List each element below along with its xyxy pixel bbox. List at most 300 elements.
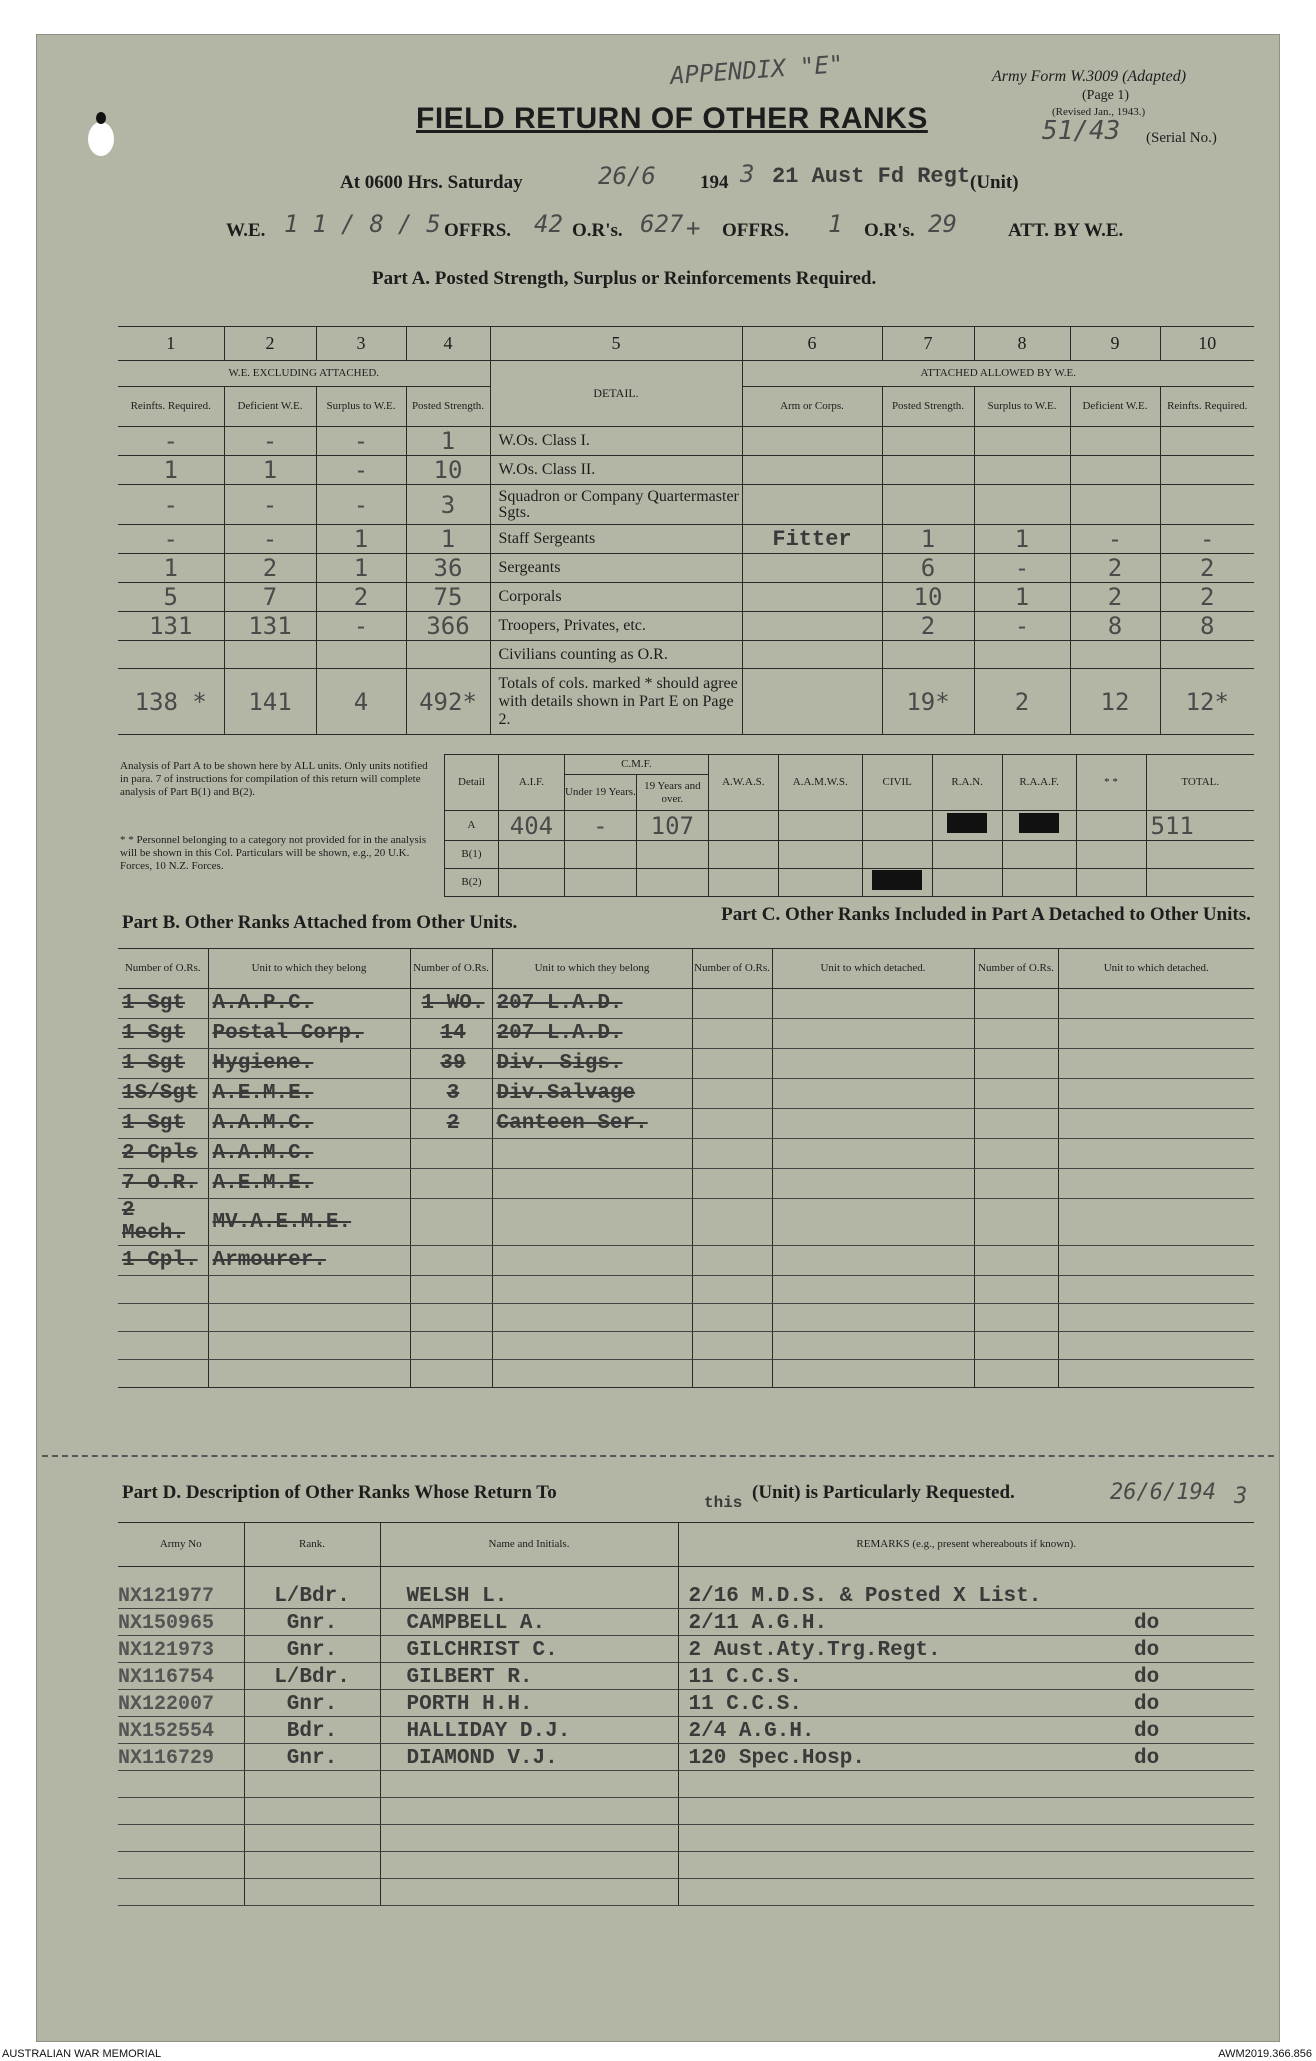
part-c-right-unit: [1058, 1360, 1254, 1388]
part-b-left-unit: [208, 1276, 410, 1304]
col-num-7: 7: [882, 327, 974, 361]
part-a-cell-arm: [742, 583, 882, 612]
part-c-left-unit: [772, 1019, 974, 1049]
part-d-rank: Gnr.: [244, 1609, 380, 1636]
part-c-left-num: [692, 1276, 772, 1304]
part-d-ditto: do: [1134, 1639, 1160, 1662]
part-d-name: GILCHRIST C.: [380, 1636, 678, 1663]
part-d-ditto: do: [1134, 1747, 1160, 1770]
part-a-cell-c4: 1: [406, 427, 490, 456]
part-d-remarks: [678, 1798, 1254, 1825]
part-d-rank: [244, 1771, 380, 1798]
appendix-note: APPENDIX "E": [669, 49, 845, 91]
part-a-cell-detail: Troopers, Privates, etc.: [490, 612, 742, 641]
part-d-army-no: NX150965: [118, 1609, 244, 1636]
part-d-rank: [244, 1879, 380, 1906]
part-a-cell-c1: -: [118, 485, 224, 525]
part-c-right-unit: [1058, 989, 1254, 1019]
part-b-row: [118, 989, 1254, 1019]
part-d-name: [380, 1798, 678, 1825]
analysis-over19-header: 19 Years and over.: [636, 775, 708, 811]
part-b-left-unit: [208, 1360, 410, 1388]
part-d-remarks: [678, 1825, 1254, 1852]
part-c-right-unit: [1058, 1019, 1254, 1049]
part-d-name: DIAMOND V.J.: [380, 1744, 678, 1771]
part-b-right-num: 14: [410, 1019, 492, 1049]
part-d-remark-text: 120 Spec.Hosp.: [688, 1747, 865, 1770]
part-b-left-unit: Armourer.: [208, 1246, 410, 1276]
part-a-cell-c2: [224, 641, 316, 669]
part-b-left-num: 2 Cpls: [118, 1139, 208, 1169]
part-c-right-num: [974, 1079, 1058, 1109]
part-d-rank: Gnr.: [244, 1744, 380, 1771]
part-b-row: [118, 1019, 1254, 1049]
part-b-c-table: [118, 948, 1254, 1388]
part-a-cell-c4: 1: [406, 525, 490, 554]
part-d-rank: [244, 1798, 380, 1825]
part-a-cell-c3: -: [316, 485, 406, 525]
part-a-row: [118, 554, 1254, 583]
we-excluding-header: W.E. EXCLUDING ATTACHED.: [118, 361, 490, 387]
part-a-cell-c3: -: [316, 427, 406, 456]
unit-label: (Unit): [970, 172, 1019, 193]
part-d-remarks: [678, 1744, 1254, 1771]
part-d-col-army-no: Army No: [118, 1523, 244, 1567]
part-a-cell-c7: 10: [882, 583, 974, 612]
part-c-left-num: [692, 1199, 772, 1246]
serial-label: (Serial No.): [1146, 130, 1217, 146]
part-d-army-no: NX122007: [118, 1690, 244, 1717]
part-d-row: [118, 1567, 1254, 1609]
punch-mark: [96, 112, 106, 124]
part-d-ditto: do: [1134, 1720, 1160, 1743]
part-a-cell-c10: 2: [1160, 583, 1254, 612]
part-a-cell-c7: [882, 641, 974, 669]
part-d-title: Part D. Description of Other Ranks Whose Return To: [122, 1482, 557, 1503]
part-c-left-unit: [772, 1246, 974, 1276]
part-b-left-unit: A.A.P.C.: [208, 989, 410, 1019]
part-d-row: [118, 1690, 1254, 1717]
part-c-right-unit: [1058, 1079, 1254, 1109]
part-a-cell-c4: 366: [406, 612, 490, 641]
part-d-name: [380, 1825, 678, 1852]
page-number: (Page 1): [1082, 88, 1130, 103]
unit-value: 21 Aust Fd Regt: [772, 164, 971, 189]
part-b-row: [118, 1332, 1254, 1360]
part-c-left-num: [692, 1139, 772, 1169]
total-c1: 138 *: [118, 669, 224, 735]
part-b-right-num: [410, 1199, 492, 1246]
total-c9: 12: [1070, 669, 1160, 735]
part-c-left-num: [692, 1019, 772, 1049]
part-d-remarks: [678, 1567, 1254, 1609]
redaction-mark: [872, 870, 922, 890]
sub-deficient-att: Deficient W.E.: [1070, 387, 1160, 427]
analysis-aamws-header: A.A.M.W.S.: [778, 755, 862, 811]
part-b-row: [118, 1049, 1254, 1079]
part-a-cell-c9: [1070, 427, 1160, 456]
analysis-row-a: A: [445, 811, 499, 841]
part-b-right-num: [410, 1246, 492, 1276]
part-d-this: this: [704, 1494, 743, 1512]
analysis-a-over19: 107: [636, 811, 708, 841]
analysis-a-aamws: [778, 811, 862, 841]
part-a-cell-c2: 2: [224, 554, 316, 583]
part-d-remarks: [678, 1690, 1254, 1717]
part-a-cell-arm: [742, 427, 882, 456]
total-c4: 492*: [406, 669, 490, 735]
part-d-col-name: Name and Initials.: [380, 1523, 678, 1567]
part-b-left-num: 1 Sgt: [118, 1109, 208, 1139]
part-d-row: [118, 1663, 1254, 1690]
part-b-row: [118, 1079, 1254, 1109]
part-b-right-num: 39: [410, 1049, 492, 1079]
part-c-right-num: [974, 989, 1058, 1019]
col-num-10: 10: [1160, 327, 1254, 361]
part-a-cell-detail: Squadron or Company Quartermaster Sgts.: [490, 485, 742, 525]
detail-header: DETAIL.: [490, 361, 742, 427]
part-b-left-unit: A.E.M.E.: [208, 1079, 410, 1109]
ors-label: O.R's.: [572, 220, 623, 241]
part-a-cell-c1: -: [118, 427, 224, 456]
part-a-cell-c9: 2: [1070, 554, 1160, 583]
part-b-left-unit: A.E.M.E.: [208, 1169, 410, 1199]
part-d-army-no: [118, 1798, 244, 1825]
part-a-cell-c9: -: [1070, 525, 1160, 554]
part-d-army-no: NX152554: [118, 1717, 244, 1744]
part-c-left-unit: [772, 1199, 974, 1246]
sub-arm-corps: Arm or Corps.: [742, 387, 882, 427]
we-value: 11/8/5: [284, 210, 455, 238]
part-b-right-num: 1 WO.: [410, 989, 492, 1019]
col-num-8: 8: [974, 327, 1070, 361]
part-c-left-unit: [772, 1360, 974, 1388]
part-c-right-unit: [1058, 1199, 1254, 1246]
analysis-note-1: Analysis of Part A to be shown here by ALL units. Only units notified in para. 7 of instructions for compilation of this return will complete analysis of Part B(1) and B(2).: [120, 760, 428, 798]
part-b-right-num: [410, 1304, 492, 1332]
col-num-5: 5: [490, 327, 742, 361]
part-a-cell-c8: 1: [974, 525, 1070, 554]
offrs2-value: 1: [828, 210, 843, 238]
part-a-cell-c2: 1: [224, 456, 316, 485]
analysis-a-awas: [708, 811, 778, 841]
year-suffix: 3: [740, 160, 755, 188]
part-d-rank: L/Bdr.: [244, 1567, 380, 1609]
part-c-left-num: [692, 1332, 772, 1360]
part-a-cell-c10: 8: [1160, 612, 1254, 641]
part-d-remarks: [678, 1663, 1254, 1690]
analysis-raaf-header: R.A.A.F.: [1002, 755, 1076, 811]
part-c-left-num: [692, 1360, 772, 1388]
totals-detail: Totals of cols. marked * should agree with details shown in Part E on Page 2.: [490, 669, 742, 735]
part-a-cell-c10: [1160, 485, 1254, 525]
analysis-a-raaf: [1002, 811, 1076, 841]
part-b-left-num: 7 O.R.: [118, 1169, 208, 1199]
part-c-left-num: [692, 1049, 772, 1079]
part-c-unit-header-left: Unit to which detached.: [772, 949, 974, 989]
part-a-cell-arm: Fitter: [742, 525, 882, 554]
analysis-under19-header: Under 19 Years.: [564, 775, 636, 811]
part-d-remarks: [678, 1771, 1254, 1798]
part-d-title-post: (Unit) is Particularly Requested.: [752, 1482, 1015, 1503]
att-label: ATT. BY W.E.: [1008, 220, 1124, 241]
part-a-cell-c8: [974, 427, 1070, 456]
part-a-cell-c3: 2: [316, 583, 406, 612]
part-a-cell-c1: 1: [118, 456, 224, 485]
part-d-army-no: NX116729: [118, 1744, 244, 1771]
part-a-cell-detail: Corporals: [490, 583, 742, 612]
analysis-b2-civil: [862, 869, 932, 897]
part-d-army-no: NX116754: [118, 1663, 244, 1690]
part-b-unit-header-left: Unit to which they belong: [208, 949, 410, 989]
analysis-a-civil: [862, 811, 932, 841]
part-d-name: HALLIDAY D.J.: [380, 1717, 678, 1744]
analysis-a-stars: [1076, 811, 1146, 841]
part-a-cell-c4: 36: [406, 554, 490, 583]
offrs-label: OFFRS.: [444, 220, 512, 241]
part-a-cell-detail: W.Os. Class II.: [490, 456, 742, 485]
part-d-army-no: NX121977: [118, 1567, 244, 1609]
part-d-ditto: do: [1134, 1693, 1160, 1716]
revised-date: (Revised Jan., 1943.): [1052, 106, 1146, 118]
part-a-cell-c10: -: [1160, 525, 1254, 554]
ors2-label: O.R's.: [864, 220, 915, 241]
part-a-cell-c10: 2: [1160, 554, 1254, 583]
part-c-left-unit: [772, 1332, 974, 1360]
part-a-cell-c9: 2: [1070, 583, 1160, 612]
part-b-left-num: [118, 1276, 208, 1304]
part-c-left-num: [692, 1304, 772, 1332]
sub-deficient: Deficient W.E.: [224, 387, 316, 427]
part-d-ditto: do: [1134, 1666, 1160, 1689]
part-a-cell-c1: [118, 641, 224, 669]
part-d-army-no: [118, 1771, 244, 1798]
part-d-remark-text: 2 Aust.Aty.Trg.Regt.: [688, 1639, 941, 1662]
analysis-stars-header: * *: [1076, 755, 1146, 811]
plus-sign: +: [686, 214, 701, 242]
part-a-cell-detail: Civilians counting as O.R.: [490, 641, 742, 669]
part-c-right-num: [974, 1304, 1058, 1332]
part-d-name: PORTH H.H.: [380, 1690, 678, 1717]
part-b-left-unit: A.A.M.C.: [208, 1109, 410, 1139]
part-c-left-num: [692, 1169, 772, 1199]
part-a-cell-c3: -: [316, 612, 406, 641]
part-a-cell-c9: [1070, 485, 1160, 525]
part-a-cell-c10: [1160, 641, 1254, 669]
tear-line: [42, 1455, 1274, 1457]
part-c-right-unit: [1058, 1139, 1254, 1169]
part-c-right-unit: [1058, 1109, 1254, 1139]
part-d-row: [118, 1636, 1254, 1663]
part-a-cell-c10: [1160, 427, 1254, 456]
part-c-right-num: [974, 1199, 1058, 1246]
part-c-left-num: [692, 1109, 772, 1139]
part-c-left-unit: [772, 1139, 974, 1169]
part-b-row: [118, 1304, 1254, 1332]
part-d-name: GILBERT R.: [380, 1663, 678, 1690]
total-c7: 19*: [882, 669, 974, 735]
part-b-right-num: [410, 1360, 492, 1388]
part-d-row: [118, 1771, 1254, 1798]
col-num-6: 6: [742, 327, 882, 361]
part-b-right-unit: [492, 1246, 692, 1276]
part-a-row: [118, 427, 1254, 456]
part-c-right-unit: [1058, 1332, 1254, 1360]
total-arm: [742, 669, 882, 735]
part-a-cell-c8: [974, 641, 1070, 669]
part-a-cell-c8: -: [974, 612, 1070, 641]
part-b-right-unit: [492, 1169, 692, 1199]
part-a-cell-c7: 1: [882, 525, 974, 554]
part-a-cell-c9: [1070, 641, 1160, 669]
part-d-rank: Bdr.: [244, 1717, 380, 1744]
part-c-right-unit: [1058, 1304, 1254, 1332]
part-d-army-no: [118, 1825, 244, 1852]
part-c-right-unit: [1058, 1276, 1254, 1304]
part-d-remark-text: 2/16 M.D.S. & Posted X List.: [688, 1585, 1042, 1608]
part-a-cell-arm: [742, 485, 882, 525]
part-b-row: [118, 1109, 1254, 1139]
part-c-left-unit: [772, 1079, 974, 1109]
part-d-army-no: [118, 1852, 244, 1879]
part-a-cell-c2: 131: [224, 612, 316, 641]
part-d-row: [118, 1825, 1254, 1852]
part-d-army-no: NX121973: [118, 1636, 244, 1663]
part-b-left-unit: Postal Corp.: [208, 1019, 410, 1049]
part-d-row: [118, 1852, 1254, 1879]
total-c2: 141: [224, 669, 316, 735]
part-a-cell-c7: 2: [882, 612, 974, 641]
part-a-cell-c7: 6: [882, 554, 974, 583]
sub-reinfts: Reinfts. Required.: [118, 387, 224, 427]
part-b-right-num: 3: [410, 1079, 492, 1109]
part-b-left-unit: [208, 1304, 410, 1332]
analysis-row-b2: B(2): [445, 869, 499, 897]
part-a-cell-c2: -: [224, 485, 316, 525]
part-a-title: Part A. Posted Strength, Surplus or Reinforcements Required.: [372, 268, 877, 289]
part-a-row: [118, 525, 1254, 554]
analysis-a-aif: 404: [498, 811, 564, 841]
part-d-rank: L/Bdr.: [244, 1663, 380, 1690]
part-d-col-remarks: REMARKS (e.g., present whereabouts if known).: [678, 1523, 1254, 1567]
part-d-row: [118, 1879, 1254, 1906]
footer-right: AWM2019.366.856: [1218, 2048, 1312, 2060]
part-a-cell-c8: -: [974, 554, 1070, 583]
analysis-cmf-header: C.M.F.: [564, 755, 708, 775]
part-d-remark-text: 2/11 A.G.H.: [688, 1612, 828, 1635]
part-a-cell-c7: [882, 456, 974, 485]
part-d-year: 3: [1234, 1484, 1248, 1509]
part-a-row: [118, 612, 1254, 641]
date-value: 26/6: [598, 162, 656, 190]
part-b-right-num: 2: [410, 1109, 492, 1139]
army-form-number: Army Form W.3009 (Adapted): [992, 68, 1187, 85]
part-b-left-unit: Hygiene.: [208, 1049, 410, 1079]
part-c-unit-header-right: Unit to which detached.: [1058, 949, 1254, 989]
part-d-remarks: [678, 1879, 1254, 1906]
part-b-row: [118, 1169, 1254, 1199]
part-b-row: [118, 1199, 1254, 1246]
part-a-cell-c7: [882, 485, 974, 525]
part-b-left-num: 1 Sgt: [118, 989, 208, 1019]
part-c-left-unit: [772, 1169, 974, 1199]
part-b-right-unit: [492, 1276, 692, 1304]
part-d-rank: Gnr.: [244, 1636, 380, 1663]
part-b-left-num: 2 Mech.: [118, 1199, 208, 1246]
analysis-a-under19: -: [564, 811, 636, 841]
part-a-row: [118, 485, 1254, 525]
sub-surplus: Surplus to W.E.: [316, 387, 406, 427]
part-a-cell-detail: W.Os. Class I.: [490, 427, 742, 456]
part-c-title: Part C. Other Ranks Included in Part A Detached to Other Units.: [721, 904, 1251, 925]
analysis-detail-header: Detail: [445, 755, 499, 811]
part-b-num-header-left: Number of O.Rs.: [118, 949, 208, 989]
part-a-cell-c1: -: [118, 525, 224, 554]
part-a-cell-c1: 1: [118, 554, 224, 583]
part-c-right-num: [974, 1169, 1058, 1199]
part-c-left-unit: [772, 989, 974, 1019]
part-c-right-num: [974, 1139, 1058, 1169]
we-label: W.E.: [226, 220, 266, 241]
part-a-cell-c4: [406, 641, 490, 669]
part-b-left-num: 1 Cpl.: [118, 1246, 208, 1276]
part-b-left-num: 1 Sgt: [118, 1019, 208, 1049]
redaction-mark: [947, 813, 987, 833]
analysis-ran-header: R.A.N.: [932, 755, 1002, 811]
part-a-cell-c2: -: [224, 427, 316, 456]
analysis-table: [444, 754, 1254, 897]
part-c-left-unit: [772, 1304, 974, 1332]
part-a-cell-c2: 7: [224, 583, 316, 612]
part-b-right-unit: 207 L.A.D.: [492, 1019, 692, 1049]
part-c-right-unit: [1058, 1049, 1254, 1079]
part-b-right-num: [410, 1332, 492, 1360]
part-d-ditto: do: [1134, 1612, 1160, 1635]
part-c-right-num: [974, 1332, 1058, 1360]
part-a-cell-arm: [742, 641, 882, 669]
part-c-right-num: [974, 1049, 1058, 1079]
analysis-a-total: 511: [1146, 811, 1254, 841]
analysis-note-2: * * Personnel belonging to a category not provided for in the analysis will be shown in this Col. Particulars will be shown, e.g., 20 U.K. Forces, 10 N.Z. Forces.: [120, 834, 427, 872]
part-b-left-unit: [208, 1332, 410, 1360]
part-b-right-num: [410, 1276, 492, 1304]
part-d-table: [118, 1522, 1254, 1906]
serial-value: 51/43: [1042, 116, 1121, 146]
part-a-cell-c2: -: [224, 525, 316, 554]
part-a-table: [118, 326, 1254, 735]
part-b-right-unit: [492, 1360, 692, 1388]
part-d-name: [380, 1852, 678, 1879]
part-b-left-unit: MV.A.E.M.E.: [208, 1199, 410, 1246]
analysis-awas-header: A.W.A.S.: [708, 755, 778, 811]
part-d-remark-text: 11 C.C.S.: [688, 1666, 802, 1689]
part-a-cell-c9: [1070, 456, 1160, 485]
part-a-cell-c3: -: [316, 456, 406, 485]
part-c-right-num: [974, 1276, 1058, 1304]
part-d-remarks: [678, 1636, 1254, 1663]
part-b-row: [118, 1360, 1254, 1388]
part-b-right-num: [410, 1169, 492, 1199]
part-c-right-num: [974, 1360, 1058, 1388]
part-d-remark-text: 2/4 A.G.H.: [688, 1720, 815, 1743]
part-c-num-header-left: Number of O.Rs.: [692, 949, 772, 989]
part-a-row: [118, 583, 1254, 612]
part-d-name: [380, 1771, 678, 1798]
part-a-cell-c8: [974, 485, 1070, 525]
part-a-cell-c3: [316, 641, 406, 669]
part-a-cell-c8: 1: [974, 583, 1070, 612]
part-c-num-header-right: Number of O.Rs.: [974, 949, 1058, 989]
